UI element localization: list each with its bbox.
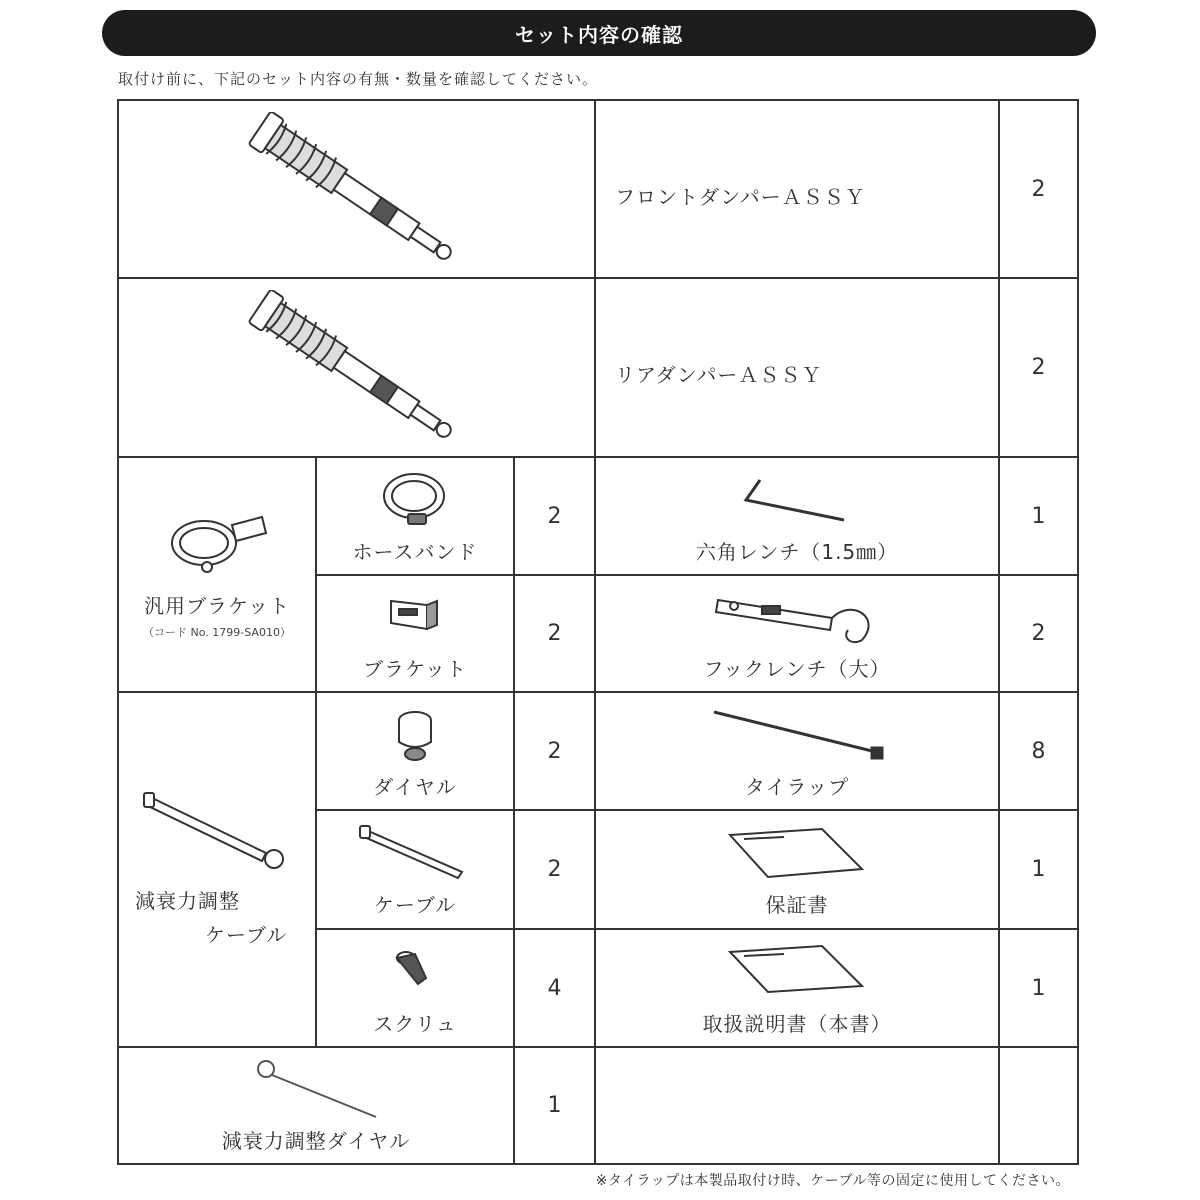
hose-band-label: ホースバンド — [352, 539, 478, 564]
universal-bracket-label: 汎用ブラケット — [144, 593, 290, 618]
universal-bracket-code-cell — [118, 622, 316, 642]
dial-qty-cell — [514, 692, 595, 810]
hose-band-qty: 2 — [547, 503, 562, 529]
bracket-label: ブラケット — [363, 656, 467, 681]
universal-bracket-illustration — [162, 505, 272, 580]
tie-wrap-qty: 8 — [1031, 738, 1046, 764]
rear-damper-qty-cell — [999, 278, 1078, 457]
cable-illustration — [358, 822, 473, 884]
manual-illustration — [724, 942, 869, 997]
hex-wrench-qty: 1 — [1031, 503, 1046, 529]
hook-wrench-label-cell — [595, 652, 999, 682]
adjust-dial-label: 減衰力調整ダイヤル — [221, 1128, 411, 1153]
adjust-dial-qty: 1 — [547, 1093, 562, 1118]
dial-illustration — [388, 708, 443, 768]
hex-wrench-label-cell — [595, 535, 999, 565]
hose-band-qty-cell — [514, 457, 595, 575]
tie-wrap-label-cell — [595, 770, 999, 800]
cable-qty: 2 — [547, 857, 562, 882]
front-damper-illustration — [230, 112, 480, 272]
intro-text: 取付け前に、下記のセット内容の有無・数量を確認してください。 — [118, 70, 599, 88]
dial-label: ダイヤル — [373, 774, 457, 799]
front-damper-qty: 2 — [1031, 176, 1046, 202]
front-damper-qty-cell — [999, 100, 1078, 278]
front-damper-label-cell — [615, 180, 866, 210]
hook-wrench-illustration — [712, 588, 882, 648]
section-header — [102, 10, 1096, 56]
front-damper-label: フロントダンパーＡＳＳＹ — [615, 184, 866, 209]
bracket-illustration — [385, 595, 445, 637]
hook-wrench-label: フックレンチ（大） — [703, 656, 891, 681]
screw-label-cell — [316, 1007, 514, 1037]
cable-label-cell — [316, 888, 514, 918]
universal-bracket-code: （コード No. 1799-SA010） — [143, 626, 291, 639]
warranty-qty: 1 — [1031, 857, 1046, 882]
hex-wrench-label: 六角レンチ（1.5㎜） — [695, 539, 899, 564]
universal-bracket-label-cell — [118, 588, 316, 620]
hex-wrench-qty-cell — [999, 457, 1078, 575]
section-title: セット内容の確認 — [515, 22, 683, 47]
warranty-card-illustration — [724, 825, 869, 883]
manual-qty: 1 — [1031, 975, 1046, 1001]
warranty-label: 保証書 — [765, 892, 829, 917]
adjust-cable-illustration — [140, 785, 295, 875]
bracket-qty-cell — [514, 575, 595, 692]
screw-illustration — [392, 948, 437, 993]
adjust-cable-label-line1-cell — [135, 884, 240, 914]
rear-damper-qty: 2 — [1031, 355, 1046, 380]
screw-qty-cell — [514, 929, 595, 1047]
tie-wrap-qty-cell — [999, 692, 1078, 810]
tie-wrap-illustration — [708, 706, 888, 766]
dial-label-cell — [316, 770, 514, 800]
manual-label: 取扱説明書（本書） — [702, 1011, 892, 1036]
adjust-cable-label-line2: ケーブル — [205, 922, 288, 947]
footnote: ※タイラップは本製品取付け時、ケーブル等の固定に使用してください。 — [595, 1173, 1070, 1189]
manual-label-cell — [595, 1007, 999, 1037]
warranty-label-cell — [595, 888, 999, 918]
hook-wrench-qty: 2 — [1031, 621, 1046, 646]
screw-label: スクリュ — [373, 1011, 457, 1036]
warranty-qty-cell — [999, 810, 1078, 929]
hook-wrench-qty-cell — [999, 575, 1078, 692]
cable-label: ケーブル — [373, 892, 457, 917]
adjust-dial-illustration — [252, 1055, 382, 1125]
bracket-qty: 2 — [547, 621, 562, 646]
bracket-label-cell — [316, 652, 514, 682]
adjust-dial-label-cell — [118, 1124, 514, 1154]
dial-qty: 2 — [547, 738, 562, 764]
cable-qty-cell — [514, 810, 595, 929]
adjust-cable-label-line1: 減衰力調整 — [135, 888, 240, 913]
rear-damper-label: リアダンパーＡＳＳＹ — [615, 362, 823, 387]
adjust-cable-label-line2-cell — [205, 918, 287, 948]
hex-wrench-illustration — [738, 472, 853, 527]
hose-band-label-cell — [316, 535, 514, 565]
rear-damper-illustration — [230, 290, 480, 450]
adjust-dial-qty-cell — [514, 1047, 595, 1164]
manual-qty-cell — [999, 929, 1078, 1047]
screw-qty: 4 — [547, 975, 562, 1001]
hose-band-illustration — [378, 468, 456, 530]
tie-wrap-label: タイラップ — [744, 774, 850, 799]
rear-damper-label-cell — [615, 358, 822, 388]
